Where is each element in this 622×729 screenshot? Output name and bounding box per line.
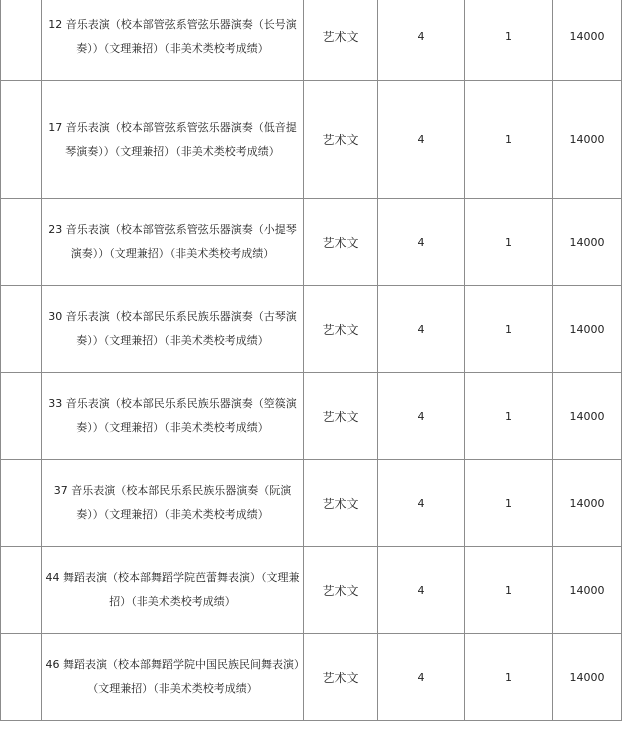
- category-cell: 艺术文: [304, 547, 378, 634]
- table-row: [1, 460, 622, 547]
- major-cell: 23 音乐表演（校本部管弦系管弦乐器演奏（小提琴演奏））（文理兼招）（非美术类校考成绩）: [42, 199, 304, 286]
- major-cell: 46 舞蹈表演（校本部舞蹈学院中国民族民间舞表演）（文理兼招）（非美术类校考成绩）: [42, 634, 304, 721]
- years-cell: 4: [378, 0, 465, 81]
- years-cell: 4: [378, 460, 465, 547]
- category-cell: 艺术文: [304, 460, 378, 547]
- years-cell: 4: [378, 286, 465, 373]
- empty-cell: [1, 460, 42, 547]
- table-row: [1, 634, 622, 721]
- major-cell: 30 音乐表演（校本部民乐系民族乐器演奏（古琴演奏））（文理兼招）（非美术类校考成绩）: [42, 286, 304, 373]
- fee-cell: 14000: [553, 199, 622, 286]
- category-cell: 艺术文: [304, 286, 378, 373]
- empty-cell: [1, 373, 42, 460]
- table-row: [1, 0, 622, 81]
- table-row: [1, 286, 622, 373]
- fee-cell: 14000: [553, 634, 622, 721]
- empty-cell: [1, 634, 42, 721]
- major-cell: 12 音乐表演（校本部管弦系管弦乐器演奏（长号演奏））（文理兼招）（非美术类校考成绩）: [42, 0, 304, 81]
- years-cell: 4: [378, 81, 465, 199]
- category-cell: 艺术文: [304, 81, 378, 199]
- fee-cell: 14000: [553, 373, 622, 460]
- major-cell: 33 音乐表演（校本部民乐系民族乐器演奏（箜篌演奏））（文理兼招）（非美术类校考成绩）: [42, 373, 304, 460]
- count-cell: 1: [465, 0, 553, 81]
- fee-cell: 14000: [553, 286, 622, 373]
- category-cell: 艺术文: [304, 373, 378, 460]
- empty-cell: [1, 286, 42, 373]
- major-cell: 17 音乐表演（校本部管弦系管弦乐器演奏（低音提琴演奏））（文理兼招）（非美术类校考成绩）: [42, 81, 304, 199]
- years-cell: 4: [378, 547, 465, 634]
- years-cell: 4: [378, 199, 465, 286]
- count-cell: 1: [465, 460, 553, 547]
- count-cell: 1: [465, 81, 553, 199]
- table-row: [1, 547, 622, 634]
- empty-cell: [1, 0, 42, 81]
- category-cell: 艺术文: [304, 0, 378, 81]
- fee-cell: 14000: [553, 547, 622, 634]
- table-row: [1, 81, 622, 199]
- empty-cell: [1, 547, 42, 634]
- count-cell: 1: [465, 199, 553, 286]
- count-cell: 1: [465, 547, 553, 634]
- table-row: [1, 373, 622, 460]
- fee-cell: 14000: [553, 460, 622, 547]
- table-row: [1, 199, 622, 286]
- empty-cell: [1, 81, 42, 199]
- major-cell: 44 舞蹈表演（校本部舞蹈学院芭蕾舞表演）（文理兼招）（非美术类校考成绩）: [42, 547, 304, 634]
- count-cell: 1: [465, 373, 553, 460]
- empty-cell: [1, 199, 42, 286]
- category-cell: 艺术文: [304, 199, 378, 286]
- count-cell: 1: [465, 286, 553, 373]
- years-cell: 4: [378, 373, 465, 460]
- category-cell: 艺术文: [304, 634, 378, 721]
- fee-cell: 14000: [553, 81, 622, 199]
- major-cell: 37 音乐表演（校本部民乐系民族乐器演奏（阮演奏））（文理兼招）（非美术类校考成绩）: [42, 460, 304, 547]
- count-cell: 1: [465, 634, 553, 721]
- years-cell: 4: [378, 634, 465, 721]
- fee-cell: 14000: [553, 0, 622, 81]
